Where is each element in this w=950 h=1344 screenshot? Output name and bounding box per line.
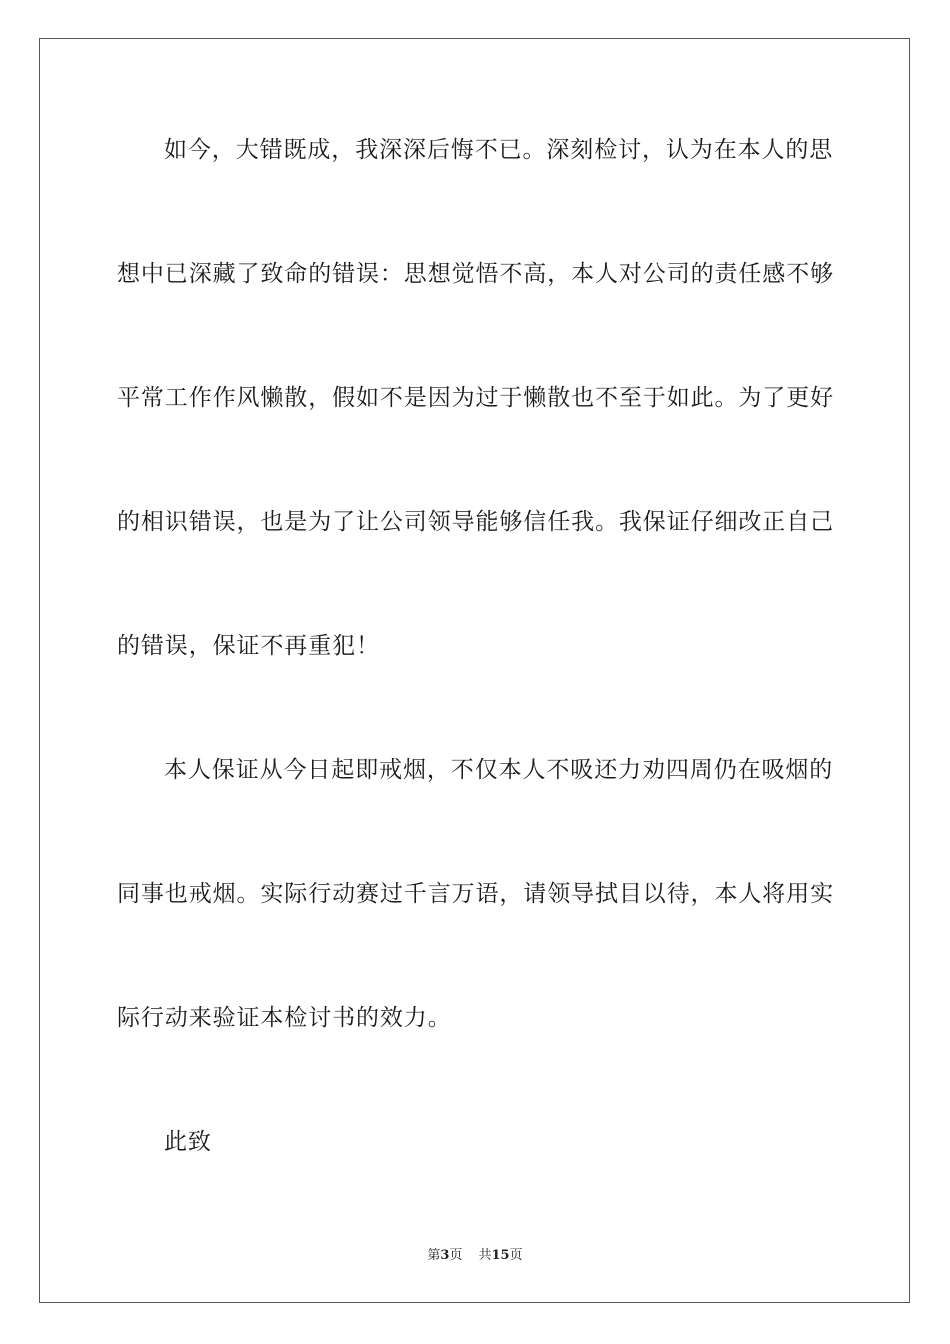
- paragraph-line: 平常工作作风懒散，假如不是因为过于懒散也不至于如此。为了更好: [117, 385, 834, 411]
- total-pages-number: 15: [491, 1248, 510, 1263]
- page-border: [39, 38, 910, 1303]
- paragraph-line: 的相识错误，也是为了让公司领导能够信任我。我保证仔细改正自己: [117, 509, 834, 535]
- paragraph-line: 本人保证从今日起即戒烟，不仅本人不吸还力劝四周仍在吸烟的: [164, 757, 834, 783]
- paragraph-line: 同事也戒烟。实际行动赛过千言万语，请领导拭目以待，本人将用实: [117, 881, 834, 907]
- total-label-prefix: 共: [478, 1248, 492, 1263]
- closing-salutation: 此致: [164, 1129, 212, 1155]
- page-label-suffix: 页: [449, 1248, 463, 1263]
- total-label-suffix: 页: [509, 1248, 523, 1263]
- page-footer: [0, 1247, 950, 1265]
- paragraph-line: 想中已深藏了致命的错误：思想觉悟不高，本人对公司的责任感不够: [117, 261, 834, 287]
- page-label-prefix: 第: [427, 1248, 441, 1263]
- paragraph-line: 的错误，保证不再重犯！: [117, 633, 380, 659]
- paragraph-line: 际行动来验证本检讨书的效力。: [117, 1005, 452, 1031]
- paragraph-line: 如今，大错既成，我深深后悔不已。深刻检讨，认为在本人的思: [164, 137, 834, 163]
- current-page-number: 3: [440, 1248, 450, 1263]
